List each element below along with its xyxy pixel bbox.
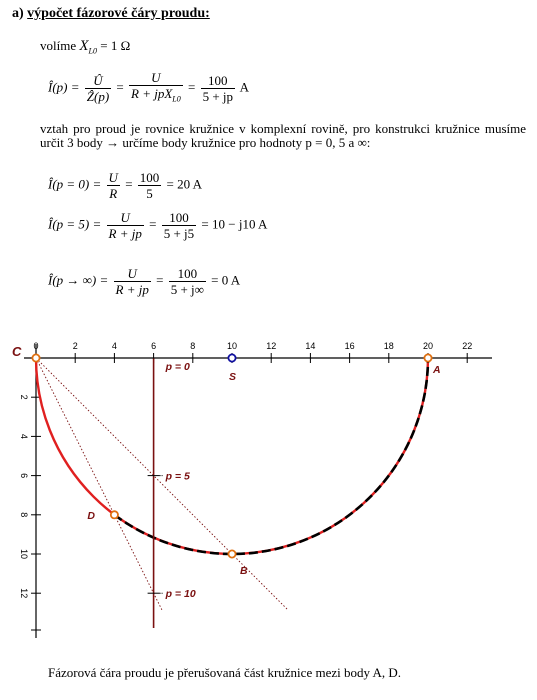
eq-p5-eq1: = — [149, 216, 157, 232]
eq-main-lhs: Î(p) = — [48, 79, 80, 95]
eq-p0-frac2 — [138, 170, 162, 201]
point-b — [228, 550, 235, 557]
x-tick-label: 10 — [226, 341, 238, 351]
choose-var: X — [79, 38, 89, 54]
x-tick-label: 18 — [383, 341, 394, 351]
eq-main-frac1-num: Û — [85, 73, 111, 89]
choose-line — [40, 38, 130, 56]
current-circle — [36, 358, 428, 554]
x-tick-label: 16 — [344, 341, 355, 351]
x-tick-label: 12 — [266, 341, 277, 351]
eq-pinf-frac1-den: R + jp — [115, 282, 149, 297]
eq-p0-rhs: = 20 A — [166, 176, 203, 192]
eq-p5-frac1-den: R + jp — [108, 226, 142, 241]
eq-p0-frac2-num: 100 — [139, 170, 160, 185]
eq-main-frac2 — [129, 70, 183, 107]
eq-pinf-lhs: Î(p → ∞) = — [48, 272, 109, 288]
eq-p0-lhs: Î(p = 0) = — [48, 176, 102, 192]
eq-main-frac3-num: 100 — [201, 73, 235, 89]
x-tick-label: 20 — [422, 341, 434, 351]
point-s — [228, 354, 235, 361]
eq-main-frac2-num: U — [129, 70, 183, 86]
eq-pinf-frac2 — [169, 266, 206, 297]
phasor-locus-arc — [114, 358, 428, 554]
y-tick-label: 2 — [19, 394, 29, 400]
x-tick-label: 4 — [111, 341, 117, 351]
point-c — [32, 354, 39, 361]
x-tick-label: 0 — [33, 341, 39, 351]
eq-pinf-frac1 — [114, 266, 151, 297]
eq-pinf-rhs: = 0 A — [211, 272, 241, 288]
eq-main-eq1: = — [116, 79, 124, 95]
equation-pinf — [48, 266, 240, 297]
choose-value: = 1 Ω — [100, 38, 131, 53]
point-label-s: S — [229, 371, 237, 383]
p-mark-label: p = 0 — [165, 361, 190, 373]
y-tick-label: 4 — [19, 433, 29, 439]
p-mark-label: p = 10 — [165, 588, 196, 601]
section-title: výpočet fázorové čáry proudu: — [27, 6, 210, 21]
eq-main-unit: A — [239, 79, 249, 95]
eq-p5-rhs: = 10 − j10 A — [201, 216, 268, 232]
eq-p5-lhs: Î(p = 5) = — [48, 216, 102, 232]
eq-p0-frac1-den: R — [109, 186, 118, 201]
y-tick-label: 6 — [19, 473, 29, 479]
paragraph: vztah pro proud je rovnice kružnice v komplexní rovině, pro konstrukci kružnice musíme určit 3 body → určíme body kružnice pro hodnoty p = 0, 5 a ∞: — [40, 121, 526, 150]
eq-main-frac2-den-text: R + jpX — [131, 86, 173, 101]
eq-p0-frac1-num: U — [108, 170, 118, 185]
eq-p5-frac1 — [107, 210, 144, 241]
x-tick-label: 6 — [151, 341, 157, 351]
p-mark-label: p = 5 — [165, 470, 190, 483]
eq-pinf-frac2-den: 5 + j∞ — [170, 282, 204, 297]
section-letter: a) — [12, 6, 24, 21]
eq-p0-frac1 — [107, 170, 120, 201]
eq-main-frac3-den: 5 + jp — [202, 88, 234, 104]
eq-p0-eq1: = — [125, 176, 133, 192]
point-label-a: A — [433, 364, 441, 376]
phasor-diagram — [0, 330, 537, 650]
equation-p5 — [48, 210, 267, 241]
choose-sub: L0 — [88, 46, 97, 56]
construction-line-b — [36, 358, 288, 610]
eq-p5-frac1-num: U — [107, 210, 144, 226]
eq-pinf-frac1-num: U — [114, 266, 151, 282]
equation-main — [48, 70, 249, 107]
x-tick-label: 8 — [190, 341, 196, 351]
section-heading — [12, 6, 210, 22]
eq-main-frac3 — [201, 73, 235, 104]
choose-text: volíme — [40, 38, 77, 53]
eq-main-frac2-den — [129, 86, 183, 107]
eq-pinf-frac2-num: 100 — [169, 266, 206, 282]
eq-main-frac2-den-sub: L0 — [172, 94, 181, 104]
eq-pinf-eq1: = — [156, 272, 164, 288]
x-tick-label: 14 — [305, 341, 316, 351]
eq-main-eq2: = — [187, 79, 196, 95]
eq-main-frac1-den: Ẑ(p) — [86, 88, 110, 104]
caption: Fázorová čára proudu je přerušovaná část kružnice mezi body A, D. — [48, 665, 402, 680]
x-tick-label: 22 — [462, 341, 473, 351]
construction-line-d — [36, 358, 162, 610]
point-a — [424, 354, 431, 361]
point-label-d: D — [87, 509, 95, 522]
y-tick-label: 10 — [19, 548, 29, 560]
point-d — [111, 511, 118, 518]
equation-p0 — [48, 170, 202, 201]
point-label-b: B — [240, 565, 248, 577]
eq-main-frac1 — [85, 73, 111, 104]
y-tick-label: 8 — [19, 512, 29, 518]
x-tick-label: 2 — [72, 341, 78, 351]
y-tick-label: 12 — [19, 588, 29, 599]
point-label-c: C — [12, 344, 22, 359]
eq-p5-frac2-den: 5 + j5 — [163, 226, 195, 241]
eq-p0-frac2-den: 5 — [146, 186, 153, 201]
eq-p5-frac2 — [162, 210, 196, 241]
eq-p5-frac2-num: 100 — [162, 210, 196, 226]
